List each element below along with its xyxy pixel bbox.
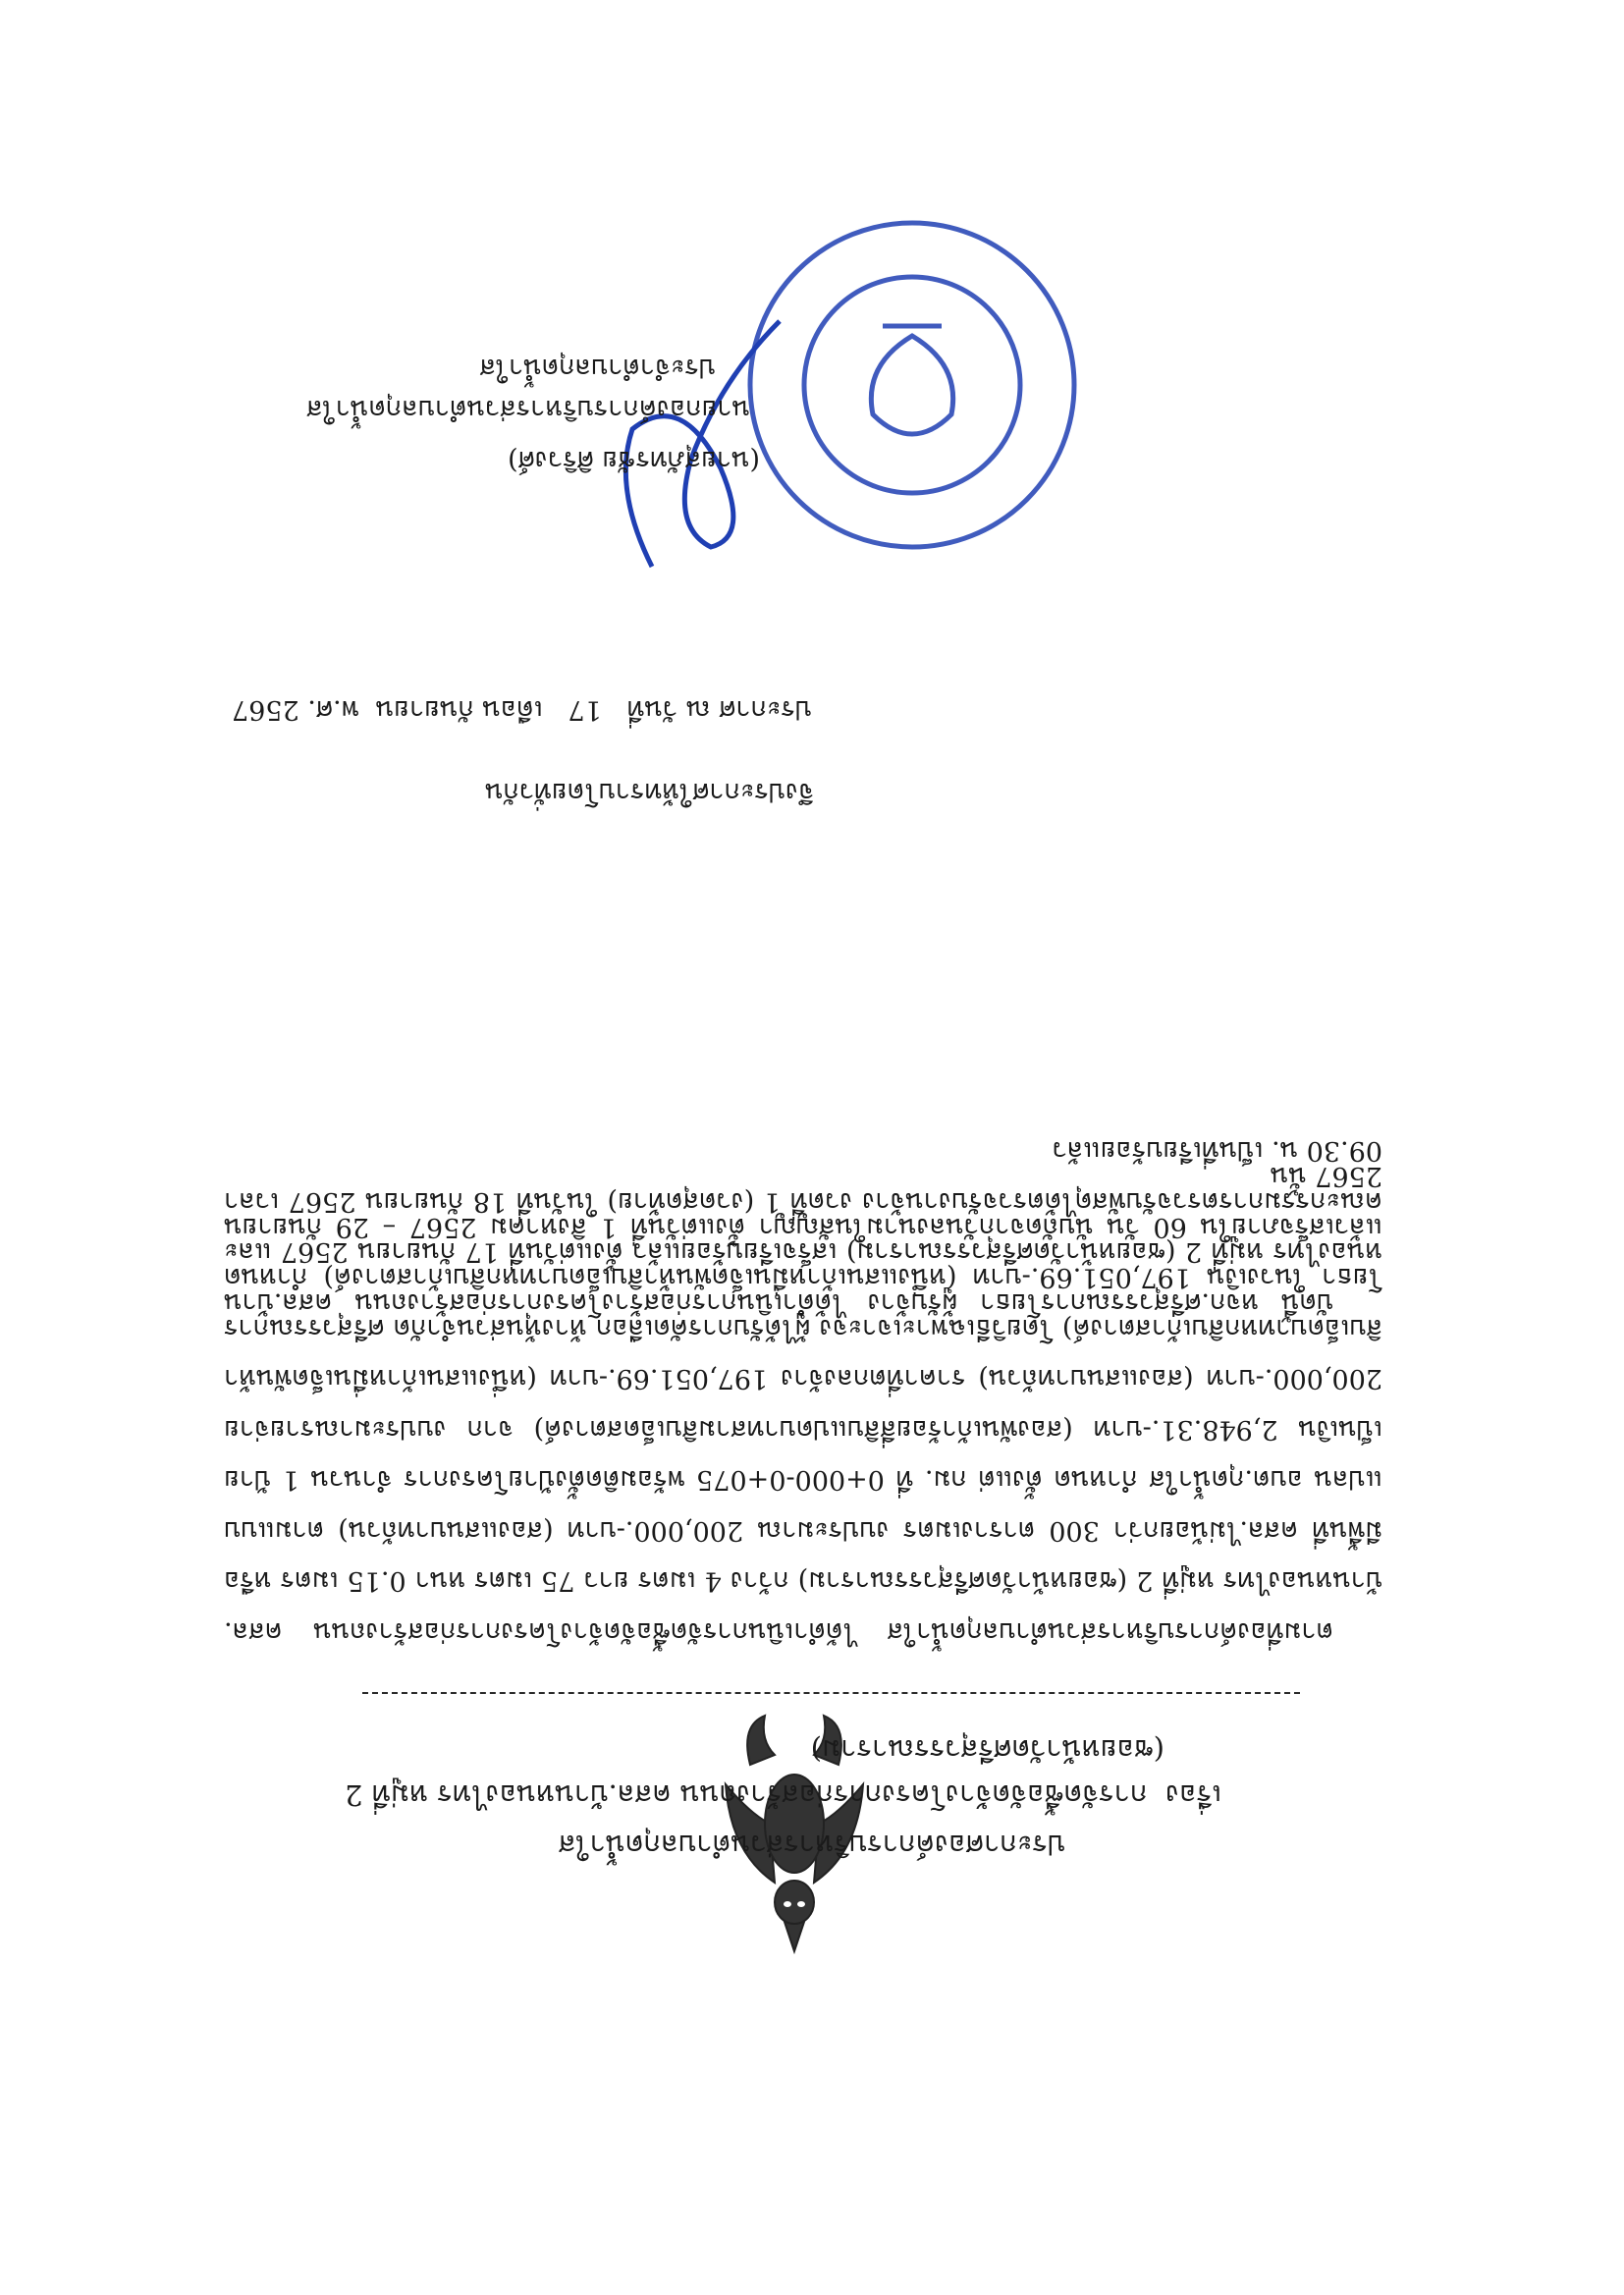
body-paragraph: บัดนี้ หจก.ศรีสุวรรณการโยธา ผู้รับจ้าง ได้ดำเนินการก่อสร้างโครงการก่อสร้างถนน คสล.บ้านหนองไทร หมู่ที่ 2 (ซอยหน้าวัดศรีสุวรรณาราม) เสร็จเรียบร้อยแล้ว ตั้งแต่วันที่ 17 กันยายน 2567 และคณะกรรมการตรวจรับพัสดุได้ตรวจรับงานจ้าง งวดที่ 1 (งวดสุดท้าย) ในวันที่ 18 กันยายน 2567 เวลา 09.30 น. เป็นที่เรียบร้อยแล้ว bbox=[224, 1135, 1382, 1318]
signer-position-line2: ประจำตำบลกุดน้ำใส bbox=[479, 353, 716, 383]
body-paragraph: ตามที่องค์การบริหารส่วนตำบลกุดน้ำใส ได้ดำเนินการจัดซื้อจัดจ้างโครงการก่อสร้างถนน คสล. บ้านหนองไทร หมู่ที่ 2 (ซอยหน้าวัดศรีสุวรรณาราม) กว้าง 4 เมตร ยาว 75 เมตร หนา 0.15 เมตร หรือมีพื้นที่ คสล.ไม่น้อยกว่า 300 ตารางเมตร งบประมาณ 200,000.-บาท (สองแสนบาทถ้วน) ตามแบบแปลน อบต.กุดน้ำใส กำหนด ตั้งแต่ กม. ที่ 0+000-0+075 พร้อมติดตั้งป้ายโครงการ จำนวน 1 ป้าย เป็นเงิน 2,948.31.-บาท (สองพันเก้าร้อยสี่สิบแปดบาทสามสิบเอ็ดสตางค์) จาก งบประมาณรายจ่าย 200,000.-บาท (สองแสนบาทถ้วน) ราคาที่ตกลงจ้าง 197,051.69.-บาท (หนึ่งแสนเก้าหมื่นเจ็ดพันห้าสิบเอ็ดบาทหกสิบเก้าสตางค์) โดยวิธีเฉพาะเจาะจง ผู้ได้รับการคัดเลือก ห้างหุ้นส่วนจำกัด ศรีสุวรรณการโยธา ในวงเงิน 197,051.69.-บาท (หนึ่งแสนเก้าหมื่นเจ็ดพันห้าสิบเอ็ดบาทหกสิบเก้าสตางค์) กำหนดแล้วเสร็จภายใน 60 วัน นับถัดจากวันลงนามในสัญญา ตั้งแต่วันที่ 1 สิงหาคม 2567 – 29 กันยายน 2567 นั้น bbox=[224, 1161, 1382, 1647]
issue-day: 17 bbox=[568, 694, 602, 725]
subject-line bbox=[220, 1727, 1221, 1818]
subject-text: การจัดซื้อจัดจ้างโครงการก่อสร้างถนน คสล.บ้านหนองไทร หมู่ที่ 2 bbox=[344, 1778, 1148, 1812]
issue-month: กันยายน bbox=[375, 694, 474, 725]
subject-text-continued: (ซอยหน้าวัดศรีสุวรรณาราม) bbox=[810, 1733, 1164, 1767]
issue-date-prefix: ประกาศ ณ วันที่ bbox=[626, 694, 812, 725]
issue-year: พ.ศ. 2567 bbox=[232, 694, 359, 725]
signer-position: นายกองค์การบริหารส่วนตำบลกุดน้ำใส bbox=[306, 394, 750, 424]
issue-month-label: เดือน bbox=[482, 694, 543, 725]
notice-text: จึงประกาศให้ทราบโดยทั่วกัน bbox=[485, 777, 814, 807]
subject-label: เรื่อง bbox=[1164, 1778, 1221, 1812]
divider bbox=[362, 1692, 1300, 1694]
issue-date bbox=[232, 689, 812, 732]
document-title: ประกาศองค์การบริหารส่วนตำบลกุดน้ำใส bbox=[558, 1829, 1066, 1862]
signer-name: (นายสุภัทรชัย ศิริวงศ์) bbox=[508, 445, 760, 475]
